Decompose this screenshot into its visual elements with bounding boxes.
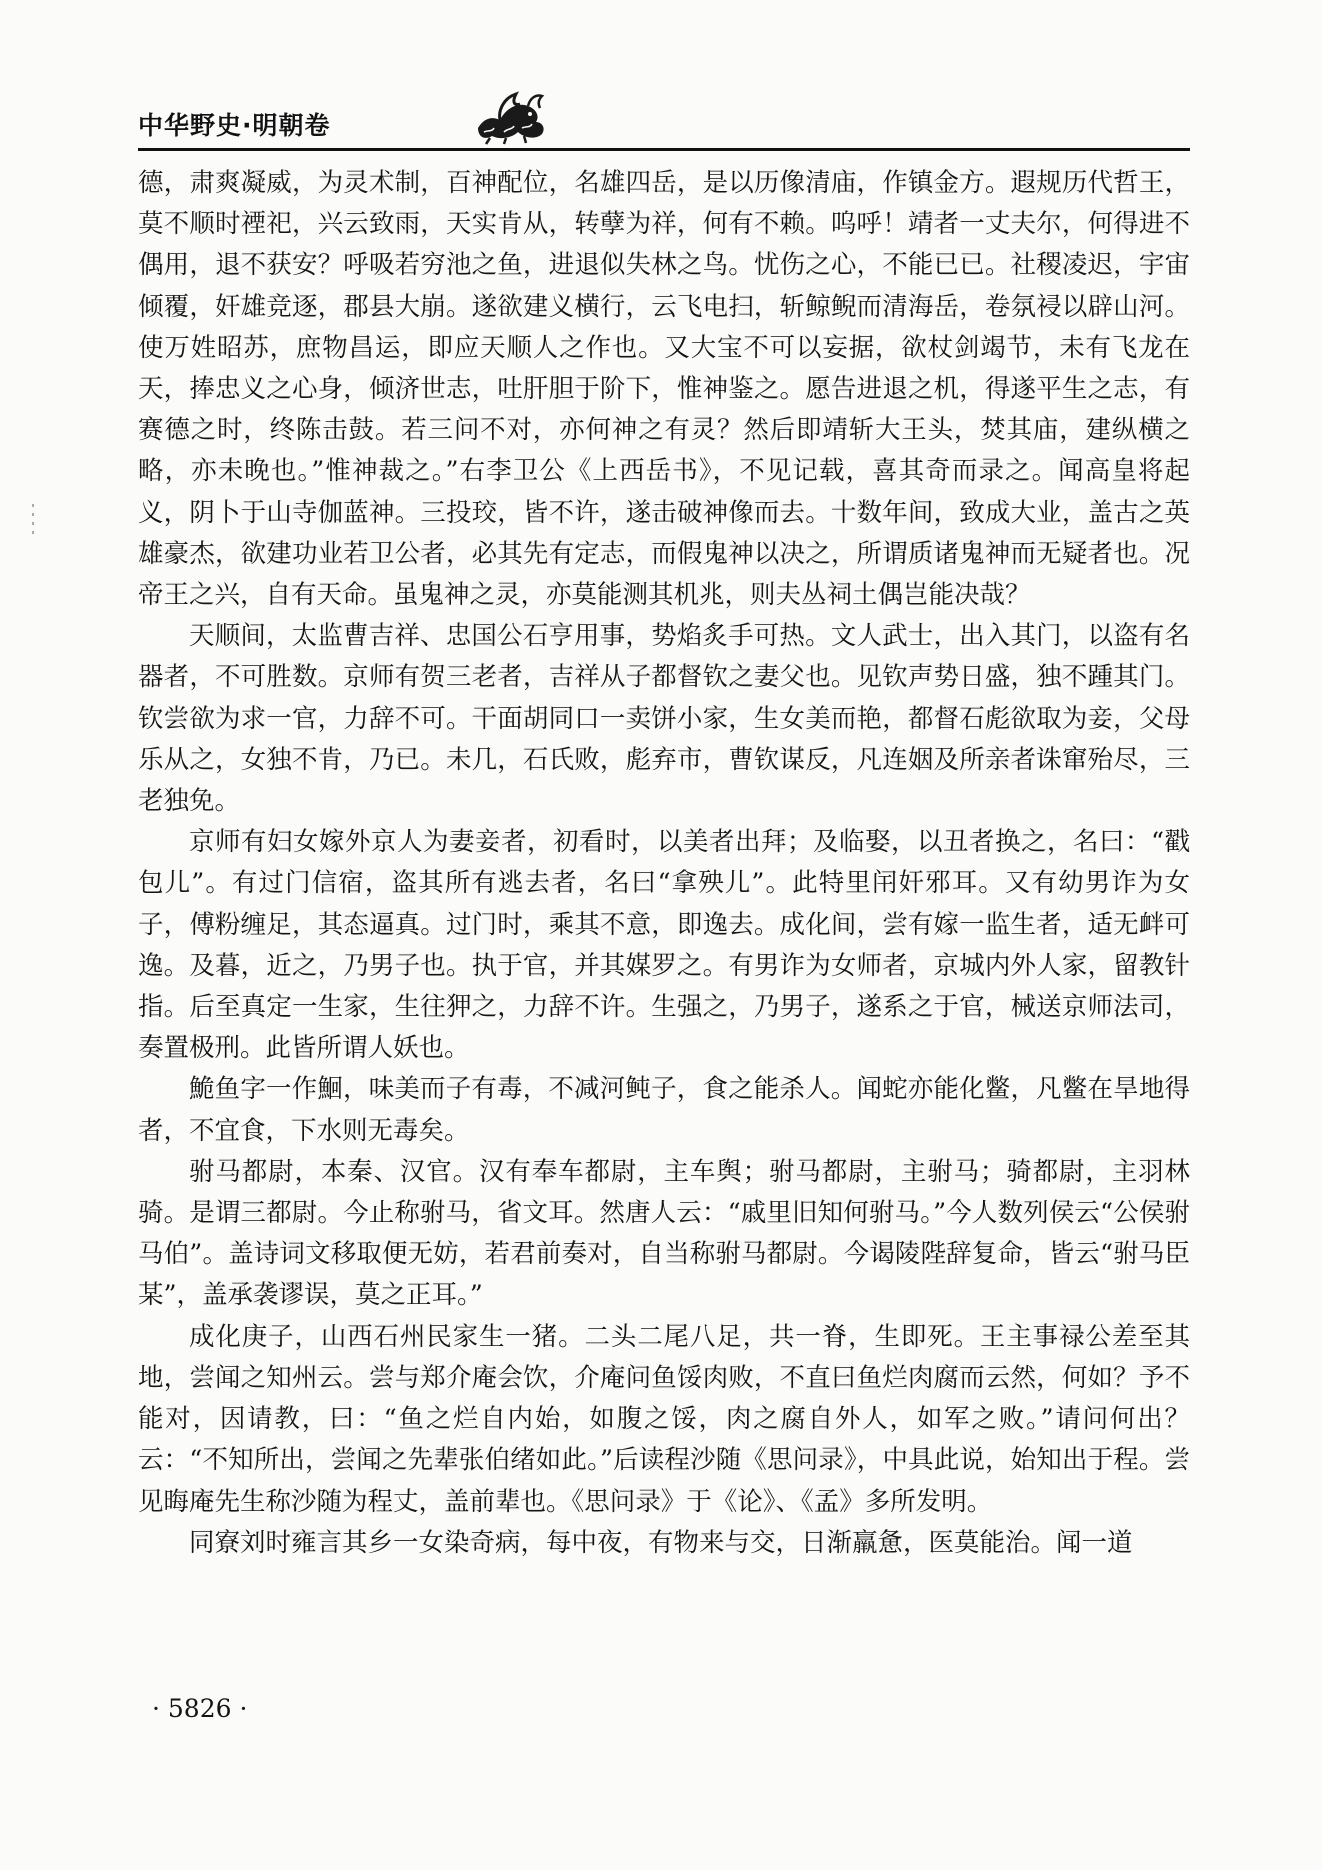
paragraph: 天顺间，太监曹吉祥、忠国公石亨用事，势焰炙手可热。文人武士，出入其门，以盗有名器者，不可胜数。京师有贺三老者，吉祥从子都督钦之妻父也。见钦声势日盛，独不踵其门。钦尝欲为求一官，力辞不可。干面胡同口一卖饼小家，生女美而艳，都督石彪欲取为妾，父母乐从之，女独不肯，乃已。未几，石氏败，彪弃市，曹钦谋反，凡连姻及所亲者诛窜殆尽，三老独免。 [138, 621, 1190, 817]
header-rule [138, 148, 1190, 151]
paragraph: 京师有妇女嫁外京人为妻妾者，初看时，以美者出拜；及临娶，以丑者换之，名曰：“戳包儿”。有过门信宿，盗其所有逃去者，名曰“拿殃儿”。此特里闬奸邪耳。又有幼男诈为女子，傅粉缠足，其态逼真。过门时，乘其不意，即逸去。成化间，尝有嫁一监生者，适无衅可逸。及暮，近之，乃男子也。执于官，并其媒罗之。有男诈为女师者，京城内外人家，留教针指。后至真定一生家，生往狎之，力辞不许。生强之，乃男子，遂系之于官，械送京师法司，奏置极刑。此皆所谓人妖也。 [138, 827, 1190, 1064]
running-header [138, 96, 1188, 148]
margin-marks [32, 504, 35, 548]
paragraph: 驸马都尉，本秦、汉官。汉有奉车都尉，主车舆；驸马都尉，主驸马；骑都尉，主羽林骑。是谓三都尉。今止称驸马，省文耳。然唐人云：“戚里旧知何驸马。”今人数列侯云“公侯驸马伯”。盖诗词文移取便无妨，若君前奏对，自当称驸马都尉。今谒陵陛辞复命，皆云“驸马臣某”，盖承袭谬误，莫之正耳。” [138, 1156, 1190, 1311]
paragraph: 成化庚子，山西石州民家生一猪。二头二尾八足，共一脊，生即死。王主事禄公差至其地，尝闻之知州云。尝与郑介庵会饮，介庵问鱼馁肉败，不直曰鱼烂肉腐而云然，何如？予不能对，因请教，曰：“鱼之烂自内始，如腹之馁，肉之腐自外人，如军之败。”请问何出？云：“不知所出，尝闻之先辈张伯绪如此。”后读程沙随《思问录》，中具此说，始知出于程。尝见晦庵先生称沙随为程丈，盖前辈也。《思问录》于《论》、《孟》多所发明。 [138, 1321, 1190, 1517]
running-title: 中华野史·明朝卷 [138, 111, 331, 140]
paragraph: 鮠鱼字一作鮰，味美而子有毒，不减河鲀子，食之能杀人。闻蛇亦能化鳖，凡鳖在旱地得者，不宜食，下水则无毒矣。 [138, 1074, 1190, 1146]
dragon-icon [470, 88, 548, 146]
page-number: · 5826 · [152, 1694, 248, 1723]
paragraph: 德，肃爽凝威，为灵术制，百神配位，名雄四岳，是以历像清庙，作镇金方。遐规历代哲王，莫不顺时禋祀，兴云致雨，天实肯从，转孽为祥，何有不赖。呜呼！靖者一丈夫尔，何得进不偶用，退不获安？呼吸若穷池之鱼，进退似失林之鸟。忧伤之心，不能已已。社稷凌迟，宇宙倾覆，奸雄竞逐，郡县大崩。遂欲建义横行，云飞电扫，斩鲸鲵而清海岳，卷氛祲以辟山河。使万姓昭苏，庶物昌运，即应天顺人之作也。又大宝不可以妄据，欲杖剑竭节，未有飞龙在天，捧忠义之心身，倾济世志，吐肝胆于阶下，惟神鉴之。愿告进退之机，得遂平生之志，有赛德之时，终陈击鼓。若三问不对，亦何神之有灵？然后即靖斩大王头，焚其庙，建纵横之略，亦未晚也。”惟神裁之。”右李卫公《上西岳书》，不见记载，喜其奇而录之。闻高皇将起义，阴卜于山寺伽蓝神。三投珓，皆不许，遂击破神像而去。十数年间，致成大业，盖古之英雄豪杰，欲建功业若卫公者，必其先有定志，而假鬼神以决之，所谓质诸鬼神而无疑者也。况帝王之兴，自有天命。虽鬼神之灵，亦莫能测其机兆，则夫丛祠土偶岂能决哉？ [138, 168, 1190, 611]
paragraph: 同寮刘时雍言其乡一女染奇病，每中夜，有物来与交，日渐羸惫，医莫能治。闻一道 [189, 1527, 1133, 1558]
body-text [138, 163, 1190, 1564]
